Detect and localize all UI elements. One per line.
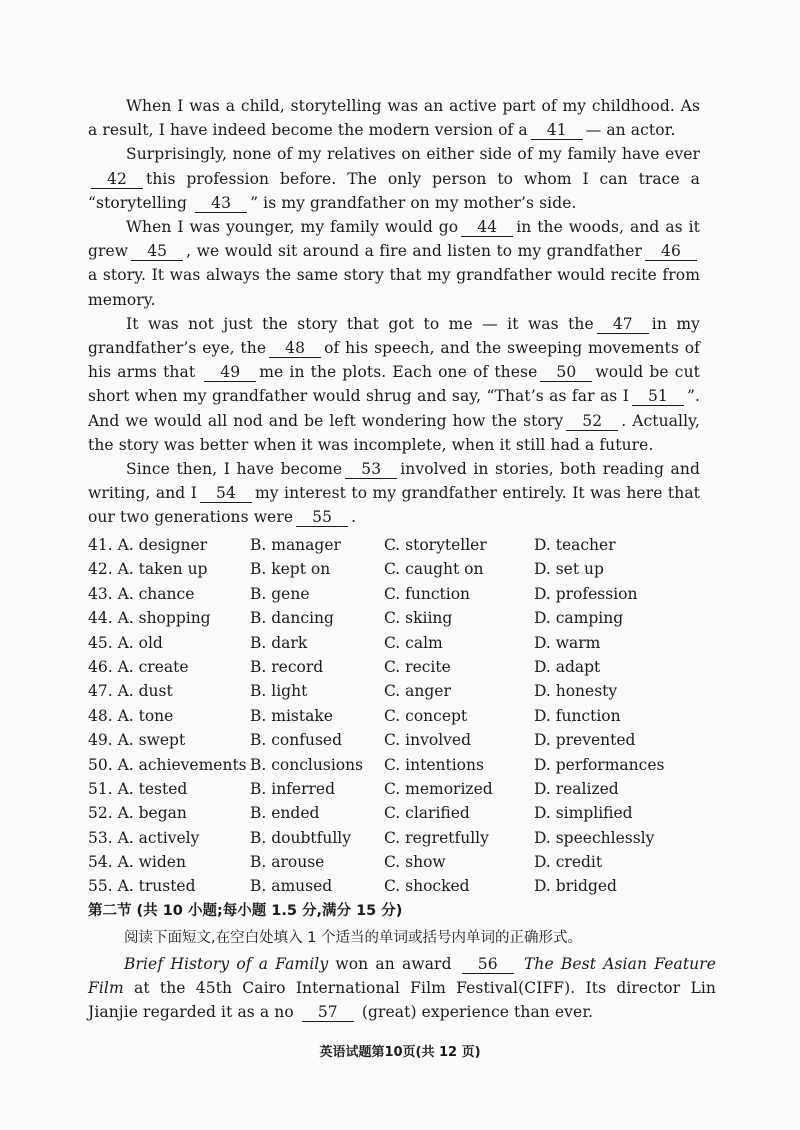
option-a: 51. A. tested bbox=[88, 779, 188, 798]
blank-57: 57 bbox=[302, 1003, 354, 1022]
option-a: 53. A. actively bbox=[88, 828, 200, 847]
option-a: 48. A. tone bbox=[88, 706, 174, 725]
section-instruction: 阅读下面短文,在空白处填入 1 个适当的单词或括号内单词的正确形式。 bbox=[124, 930, 583, 946]
text: , we would sit around a fire and listen to my grandfather bbox=[186, 242, 642, 261]
option-d: D. camping bbox=[534, 609, 624, 628]
option-d: D. performances bbox=[534, 755, 665, 774]
option-c: C. intentions bbox=[384, 755, 484, 774]
option-b: B. light bbox=[250, 682, 308, 701]
text: — an actor. bbox=[585, 121, 676, 140]
option-row bbox=[88, 557, 708, 581]
option-b: B. arouse bbox=[250, 853, 325, 872]
option-row bbox=[88, 533, 708, 557]
option-c: C. memorized bbox=[384, 779, 493, 798]
option-row bbox=[88, 679, 708, 703]
option-c: C. caught on bbox=[384, 560, 484, 579]
option-a: 54. A. widen bbox=[88, 853, 186, 872]
option-c: C. regretfully bbox=[384, 828, 489, 847]
text: When I was younger, my family would go bbox=[126, 218, 459, 237]
option-d: D. credit bbox=[534, 853, 603, 872]
option-row bbox=[88, 728, 708, 752]
option-d: D. warm bbox=[534, 633, 601, 652]
paragraph-3 bbox=[88, 215, 700, 312]
option-d: D. teacher bbox=[534, 536, 616, 554]
option-a: 42. A. taken up bbox=[88, 560, 208, 579]
grammar-paragraph bbox=[88, 952, 716, 1025]
text: this profession before. The only person to whom I can trace a “storytelling bbox=[88, 169, 700, 212]
text: a story. It was always the same story that my grandfather would recite from memory. bbox=[88, 266, 700, 309]
option-d: D. prevented bbox=[534, 731, 636, 750]
option-row bbox=[88, 631, 708, 655]
cloze-passage bbox=[88, 94, 700, 530]
option-a: 52. A. began bbox=[88, 804, 187, 823]
blank-53: 53 bbox=[345, 460, 397, 479]
option-d: D. speechlessly bbox=[534, 828, 655, 847]
option-row bbox=[88, 777, 708, 801]
page-footer: 英语试题第10页(共 12 页) bbox=[319, 1045, 481, 1060]
option-c: C. anger bbox=[384, 682, 451, 701]
blank-45: 45 bbox=[131, 242, 183, 261]
option-c: C. skiing bbox=[384, 609, 453, 628]
option-d: D. set up bbox=[534, 560, 604, 579]
option-row bbox=[88, 826, 708, 850]
option-a: 47. A. dust bbox=[88, 682, 173, 701]
text: in the woods, and as it grew bbox=[88, 218, 700, 261]
text: . Actually, the story was better when it was incomplete, when it still had a future. bbox=[88, 411, 700, 454]
blank-50: 50 bbox=[540, 363, 592, 382]
award-name: The Best Asian Feature Film bbox=[88, 955, 717, 998]
option-d: D. adapt bbox=[534, 657, 601, 676]
option-b: B. gene bbox=[250, 584, 310, 603]
option-c: C. shocked bbox=[384, 877, 470, 896]
film-title: Brief History of a Family bbox=[124, 955, 329, 973]
option-d: D. simplified bbox=[534, 804, 633, 823]
option-b: B. conclusions bbox=[250, 755, 364, 774]
option-row bbox=[88, 874, 708, 898]
option-b: B. manager bbox=[250, 536, 341, 554]
option-d: D. function bbox=[534, 706, 621, 725]
option-a: 44. A. shopping bbox=[88, 609, 211, 628]
option-a: 55. A. trusted bbox=[88, 877, 196, 896]
blank-42: 42 bbox=[91, 170, 143, 189]
option-row bbox=[88, 704, 708, 728]
option-c: C. clarified bbox=[384, 804, 470, 823]
text: ” is my grandfather on my mother’s side. bbox=[250, 193, 577, 212]
option-b: B. mistake bbox=[250, 706, 333, 725]
text: (great) experience than ever. bbox=[361, 1003, 594, 1022]
blank-44: 44 bbox=[461, 218, 513, 237]
option-d: D. honesty bbox=[534, 682, 618, 701]
option-c: C. storyteller bbox=[384, 536, 487, 554]
option-row bbox=[88, 753, 708, 777]
option-a: 50. A. achievements bbox=[88, 755, 247, 774]
blank-51: 51 bbox=[632, 387, 684, 406]
grammar-passage bbox=[88, 952, 716, 1025]
option-b: B. dark bbox=[250, 633, 308, 652]
text: Surprisingly, none of my relatives on either side of my family have ever bbox=[126, 145, 700, 164]
text: in my grandfather’s eye, the bbox=[88, 314, 700, 358]
blank-52: 52 bbox=[566, 412, 618, 431]
section-heading: 第二节 (共 10 小题;每小题 1.5 分,满分 15 分) bbox=[88, 903, 403, 919]
option-a: 45. A. old bbox=[88, 633, 163, 652]
blank-56: 56 bbox=[462, 955, 514, 974]
text: involved in stories, both reading and writing, and I bbox=[88, 460, 700, 503]
text: When I was a child, storytelling was an active part of my childhood. As a result, I have indeed become the modern version of a bbox=[88, 97, 700, 140]
paragraph-5 bbox=[88, 457, 700, 530]
option-b: B. kept on bbox=[250, 560, 331, 579]
text: It was not just the story that got to me — it was the bbox=[126, 314, 594, 333]
text: of his speech, and the sweeping movements of his arms that bbox=[88, 339, 700, 382]
paragraph-4 bbox=[88, 312, 700, 457]
text: ”. And we would all nod and be left wondering how the story bbox=[88, 387, 700, 430]
option-c: C. concept bbox=[384, 706, 468, 725]
text: at the 45th Cairo International Film Festival(CIFF). Its director Lin Jianjie regarded it as a no bbox=[88, 979, 716, 1022]
option-c: C. function bbox=[384, 584, 471, 603]
option-b: B. dancing bbox=[250, 609, 334, 628]
text: me in the plots. Each one of these bbox=[259, 363, 538, 382]
option-row bbox=[88, 801, 708, 825]
option-b: B. inferred bbox=[250, 779, 336, 798]
blank-47: 47 bbox=[597, 315, 649, 334]
option-b: B. doubtfully bbox=[250, 828, 352, 847]
blank-41: 41 bbox=[531, 121, 583, 140]
option-a: 41. A. designer bbox=[88, 536, 208, 554]
text: won an award bbox=[335, 955, 452, 973]
blank-43: 43 bbox=[195, 194, 247, 213]
option-c: C. show bbox=[384, 853, 446, 872]
text: . bbox=[351, 508, 357, 527]
option-row bbox=[88, 582, 708, 606]
text: my interest to my grandfather entirely. It was here that our two generations were bbox=[88, 484, 700, 527]
option-c: C. involved bbox=[384, 731, 471, 750]
option-b: B. record bbox=[250, 657, 324, 676]
paragraph-1 bbox=[88, 94, 700, 142]
blank-48: 48 bbox=[269, 339, 321, 358]
option-a: 49. A. swept bbox=[88, 731, 186, 750]
option-d: D. bridged bbox=[534, 877, 617, 896]
answer-options bbox=[88, 533, 708, 899]
option-c: C. recite bbox=[384, 657, 451, 676]
option-b: B. amused bbox=[250, 877, 333, 896]
option-a: 46. A. create bbox=[88, 657, 189, 676]
option-d: D. profession bbox=[534, 584, 638, 603]
option-row bbox=[88, 606, 708, 630]
option-b: B. confused bbox=[250, 731, 343, 750]
paragraph-2 bbox=[88, 142, 700, 215]
option-c: C. calm bbox=[384, 633, 443, 652]
option-b: B. ended bbox=[250, 804, 320, 823]
text: would be cut short when my grandfather would shrug and say, “That’s as far as I bbox=[88, 363, 700, 406]
blank-54: 54 bbox=[200, 484, 252, 503]
blank-46: 46 bbox=[645, 242, 697, 261]
option-a: 43. A. chance bbox=[88, 584, 195, 603]
blank-55: 55 bbox=[296, 508, 348, 527]
blank-49: 49 bbox=[204, 363, 256, 382]
option-row bbox=[88, 655, 708, 679]
option-d: D. realized bbox=[534, 779, 619, 798]
option-row bbox=[88, 850, 708, 874]
text: Since then, I have become bbox=[126, 460, 343, 479]
